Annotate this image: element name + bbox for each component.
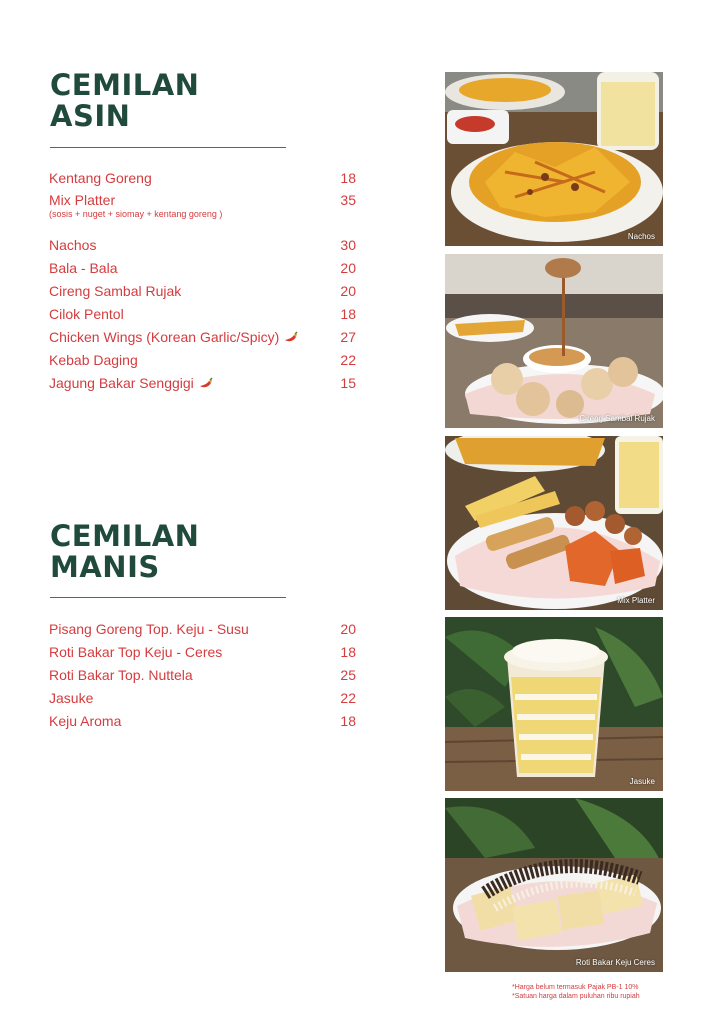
section-title-line1: CEMILAN: [50, 68, 200, 102]
section-title-line2: MANIS: [50, 550, 160, 584]
menu-item-name: Jagung Bakar Senggigi: [49, 375, 194, 391]
menu-item-price: 20: [340, 621, 356, 637]
menu-item: [49, 306, 356, 329]
roti-bakar-image: [445, 798, 663, 972]
menu-item: [49, 644, 356, 667]
menu-item-price: 20: [340, 260, 356, 276]
menu-item-note: (sosis + nuget + siomay + kentang goreng ): [49, 209, 223, 219]
photo-caption: Cireng Sambal Rujak: [579, 414, 655, 423]
menu-item-price: 30: [340, 237, 356, 253]
photo-caption: Jasuke: [629, 777, 655, 786]
menu-item-price: 27: [340, 329, 356, 345]
footnote-line: *Satuan harga dalam puluhan ribu rupiah: [512, 993, 640, 1000]
footnote-line: *Harga belum termasuk Pajak PB-1 10%: [512, 984, 639, 991]
photo-jasuke: [445, 617, 663, 791]
menu-item-price: 18: [340, 713, 356, 729]
menu-item: [49, 713, 356, 736]
section-title-manis: [50, 521, 199, 583]
menu-item: [49, 170, 356, 192]
menu-item-name: Pisang Goreng Top. Keju - Susu: [49, 621, 249, 637]
section-title-asin: [50, 70, 199, 132]
jasuke-image: [445, 617, 663, 791]
photo-nachos: [445, 72, 663, 246]
chili-icon: [198, 377, 214, 389]
mix-platter-image: [445, 436, 663, 610]
menu-item-name: Mix Platter: [49, 192, 116, 208]
section-title-line2: ASIN: [50, 99, 131, 133]
menu-item-price: 35: [340, 192, 356, 208]
photo-caption: Roti Bakar Keju Ceres: [575, 958, 655, 967]
menu-item-name: Kebab Daging: [49, 352, 138, 368]
menu-item-price: 22: [340, 352, 356, 368]
menu-item-price: 20: [340, 283, 356, 299]
menu-item: [49, 621, 356, 644]
menu-item-name: Chicken Wings (Korean Garlic/Spicy): [49, 329, 280, 345]
photo-mix-platter: [445, 436, 663, 610]
menu-item: [49, 352, 356, 375]
chili-icon: [283, 331, 299, 343]
menu-item-price: 15: [340, 375, 356, 391]
menu-item: [49, 192, 356, 237]
menu-item: [49, 690, 356, 713]
menu-item-name: Roti Bakar Top Keju - Ceres: [49, 644, 223, 660]
menu-item-name: Roti Bakar Top. Nuttela: [49, 667, 193, 683]
menu-item-price: 22: [340, 690, 356, 706]
menu-item-price: 18: [340, 644, 356, 660]
cireng-image: [445, 254, 663, 428]
menu-item-name: Nachos: [49, 237, 97, 253]
menu-item-name: Bala - Bala: [49, 260, 118, 276]
menu-item-name-row: [49, 329, 299, 345]
photo-caption: Nachos: [627, 232, 655, 241]
section-title-line1: CEMILAN: [50, 519, 200, 553]
menu-list-manis: [49, 621, 356, 736]
menu-item-name: Keju Aroma: [49, 713, 122, 729]
menu-item-name-row: [49, 375, 214, 391]
menu-item-price: 25: [340, 667, 356, 683]
menu-item-name-block: [49, 192, 222, 219]
photo-roti-bakar: [445, 798, 663, 972]
menu-item-name: Cilok Pentol: [49, 306, 124, 322]
photo-caption: Mix Platter: [617, 596, 655, 605]
menu-item-price: 18: [340, 306, 356, 322]
menu-item: [49, 237, 356, 260]
photo-cireng: [445, 254, 663, 428]
nachos-image: [445, 72, 663, 246]
menu-item: [49, 260, 356, 283]
menu-item: [49, 375, 356, 398]
menu-item: [49, 329, 356, 352]
menu-item-name: Kentang Goreng: [49, 170, 152, 186]
menu-list-asin: [49, 170, 356, 398]
menu-item-name: Cireng Sambal Rujak: [49, 283, 182, 299]
menu-item: [49, 283, 356, 306]
section-divider: [50, 597, 286, 598]
menu-item: [49, 667, 356, 690]
price-footnote: [512, 983, 664, 1001]
menu-item-name: Jasuke: [49, 690, 94, 706]
section-divider: [50, 147, 286, 148]
menu-item-price: 18: [340, 170, 356, 186]
